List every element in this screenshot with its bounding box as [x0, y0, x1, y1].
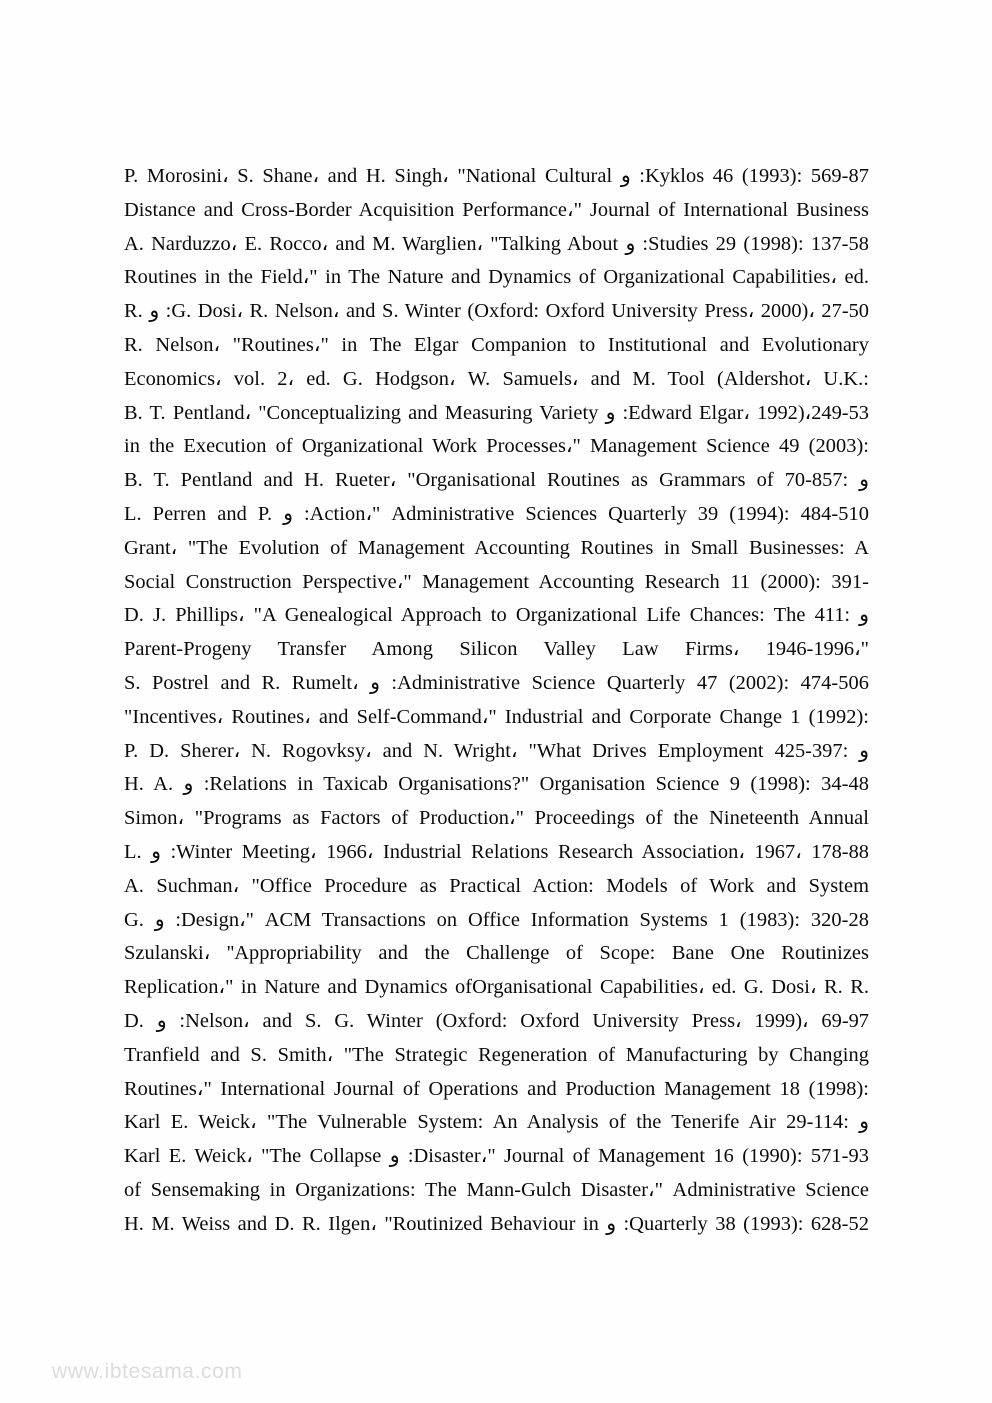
document-line: Simon، "Programs as Factors of Production،" Proceedings of the Nineteenth Annual — [124, 807, 869, 830]
document-line: D. J. Phillips، "A Genealogical Approach to Organizational Life Chances: The و :411 — [124, 604, 869, 627]
document-line: Economics، vol. 2، ed. G. Hodgson، W. Samuels، and M. Tool (Aldershot، U.K.: — [124, 367, 869, 390]
document-line: of Sensemaking in Organizations: The Mann-Gulch Disaster،" Administrative Science — [124, 1178, 869, 1201]
document-line: H. M. Weiss and D. R. Ilgen، "Routinized Behaviour in و :Quarterly 38 (1993): 628-52 — [124, 1212, 869, 1235]
document-line: Tranfield and S. Smith، "The Strategic Regeneration of Manufacturing by Changing — [124, 1043, 869, 1066]
document-line: H. A. و :Relations in Taxicab Organisations?" Organisation Science 9 (1998): 34-48 — [124, 773, 869, 796]
document-line: Karl E. Weick، "The Vulnerable System: An Analysis of the Tenerife Air و :114-29 — [124, 1111, 869, 1134]
document-line: Distance and Cross-Border Acquisition Performance،" Journal of International Business — [124, 198, 869, 221]
document-line: Routines،" International Journal of Operations and Production Management 18 (1998): — [124, 1077, 869, 1100]
document-line: A. Suchman، "Office Procedure as Practical Action: Models of Work and System — [124, 874, 869, 897]
document-line: R. و :G. Dosi، R. Nelson، and S. Winter (Oxford: Oxford University Press، 2000)، 27-50 — [124, 300, 870, 323]
bibliography-text-block — [124, 160, 869, 1242]
document-line: L. و :Winter Meeting، 1966، Industrial Relations Research Association، 1967، 178-88 — [124, 840, 869, 863]
document-line: Karl E. Weick، "The Collapse و :Disaster،" Journal of Management 16 (1990): 571-93 — [124, 1145, 869, 1168]
document-line: S. Postrel and R. Rumelt، و :Administrative Science Quarterly 47 (2002): 474-506 — [124, 671, 869, 694]
document-line: "Incentives، Routines، and Self-Command،" Industrial and Corporate Change 1 (1992): — [124, 705, 869, 728]
document-line: G. و :Design،" ACM Transactions on Office Information Systems 1 (1983): 320-28 — [124, 908, 869, 931]
document-line: Social Construction Perspective،" Management Accounting Research 11 (2000): 391- — [124, 570, 869, 593]
site-watermark: www.ibtesama.com — [52, 1360, 243, 1383]
document-line: D. و :Nelson، and S. G. Winter (Oxford: Oxford University Press، 1999)، 69-97 — [124, 1009, 869, 1032]
document-line: B. T. Pentland، "Conceptualizing and Measuring Variety و :Edward Elgar، 1992)،249-53 — [124, 401, 869, 424]
document-line: B. T. Pentland and H. Rueter، "Organisational Routines as Grammars of و :857-70 — [124, 469, 869, 492]
document-line: in the Execution of Organizational Work Processes،" Management Science 49 (2003): — [124, 435, 869, 458]
document-line: Szulanski، ''Appropriability and the Challenge of Scope: Bane One Routinizes — [124, 942, 869, 965]
document-line: P. D. Sherer، N. Rogovksy، and N. Wright، "What Drives Employment و :397-425 — [124, 739, 869, 762]
document-line: A. Narduzzo، E. Rocco، and M. Warglien، "Talking About و :Studies 29 (1998): 137-58 — [124, 232, 869, 255]
document-line: Parent-Progeny Transfer Among Silicon Valley Law Firms، 1946-1996،" — [124, 638, 869, 661]
document-line: Routines in the Field،" in The Nature and Dynamics of Organizational Capabilities، ed. — [124, 266, 869, 289]
document-line: R. Nelson، "Routines،" in The Elgar Companion to Institutional and Evolutionary — [124, 333, 869, 356]
document-line: Grant، "The Evolution of Management Accounting Routines in Small Businesses: A — [124, 536, 869, 559]
document-line: Replication،" in Nature and Dynamics ofOrganisational Capabilities، ed. G. Dosi، R. R. — [124, 976, 869, 999]
document-line: L. Perren and P. و :Action،" Administrative Sciences Quarterly 39 (1994): 484-510 — [124, 502, 869, 525]
document-line: P. Morosini، S. Shane، and H. Singh، "National Cultural و :Kyklos 46 (1993): 569-87 — [124, 165, 869, 187]
